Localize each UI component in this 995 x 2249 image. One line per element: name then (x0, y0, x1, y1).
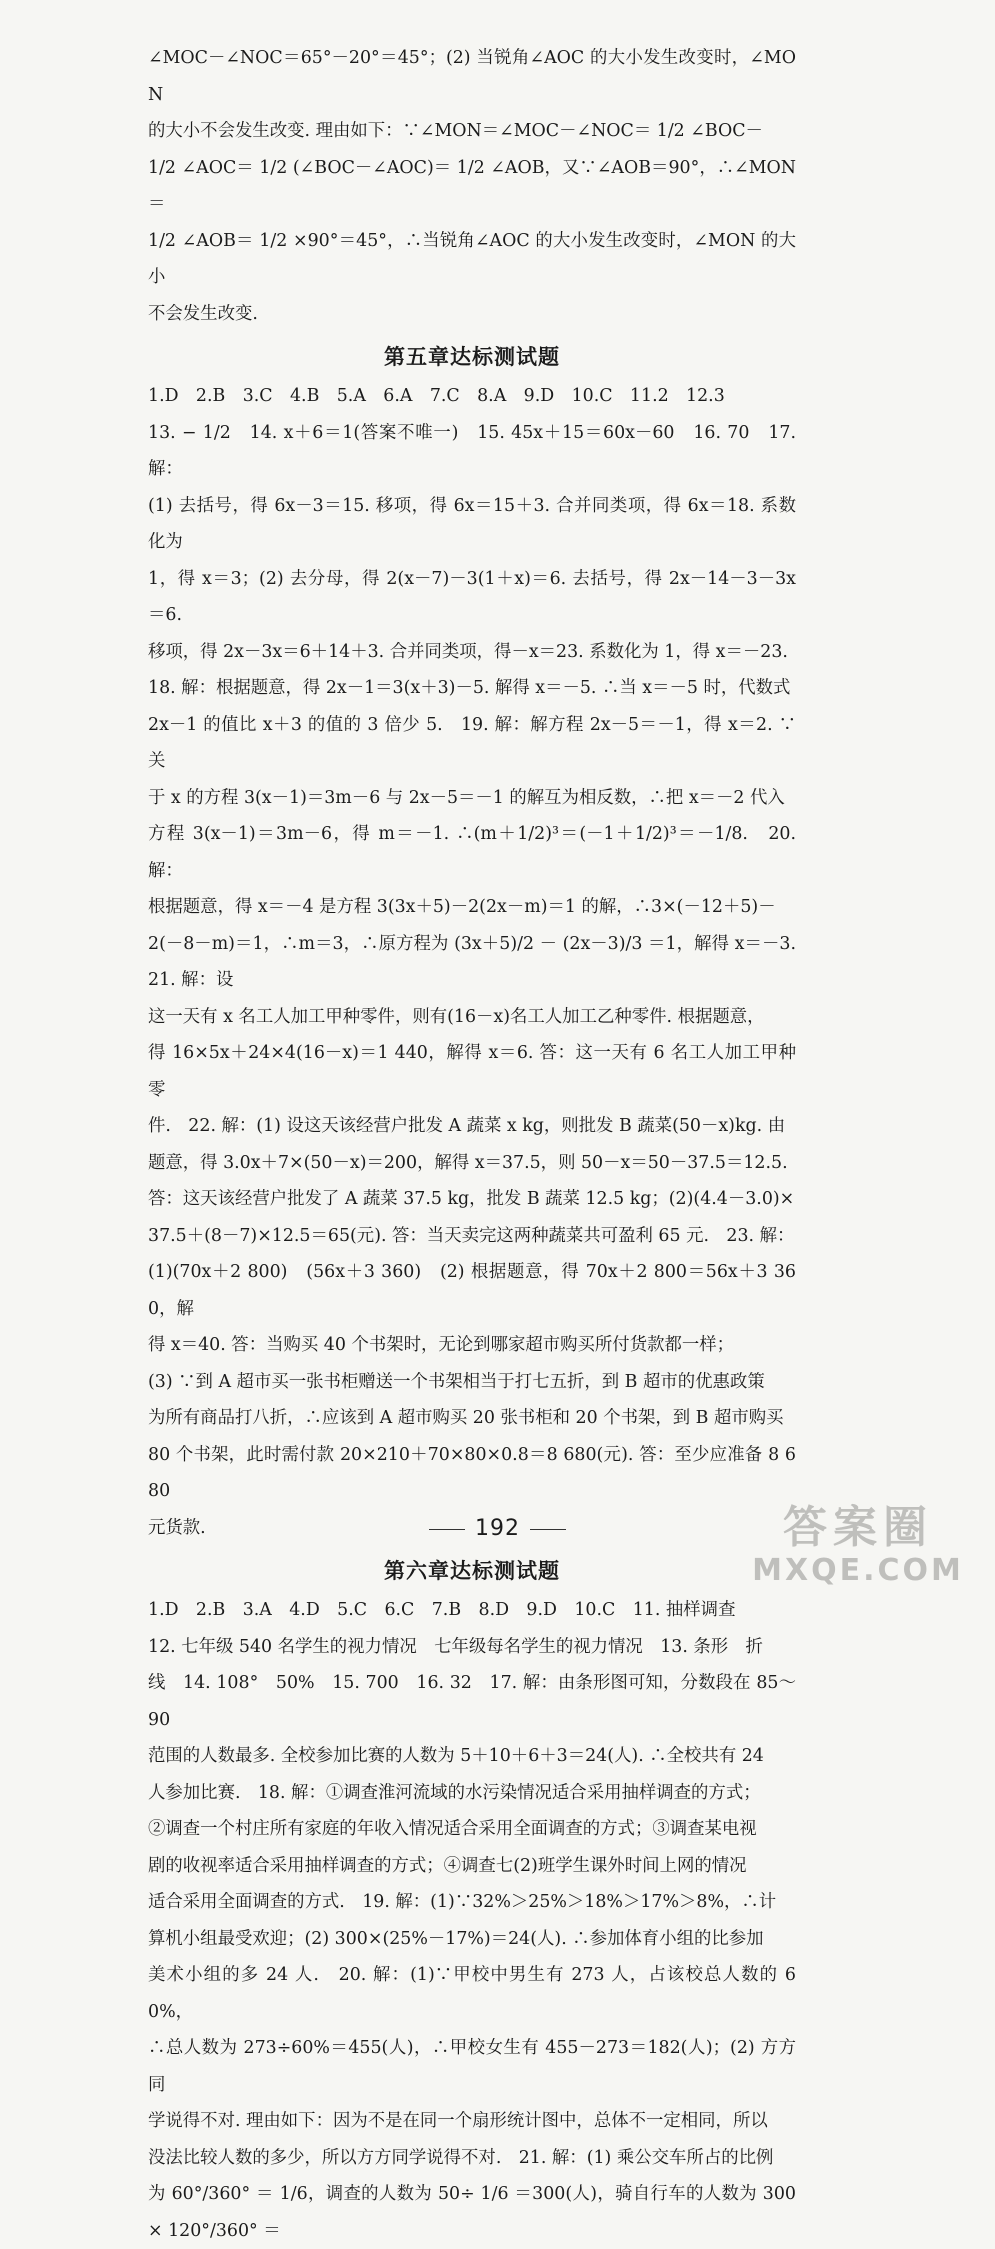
text-line: 的大小不会发生改变. 理由如下：∵∠MON＝∠MOC－∠NOC＝ 1/2 ∠BOC－ (148, 121, 763, 141)
text-line: 根据题意，得 x＝－4 是方程 3(3x＋5)－2(2x－m)＝1 的解，∴3×(－12＋5)－ (148, 897, 776, 917)
text-line: 1/2 ∠AOB＝ 1/2 ×90°＝45°，∴当锐角∠AOC 的大小发生改变时，∠MON 的大小 (148, 230, 796, 287)
text-line: 元货款. (148, 1517, 206, 1538)
previous-section-tail (148, 40, 796, 332)
text-line: 12. 七年级 540 名学生的视力情况 七年级每名学生的视力情况 13. 条形 折 (148, 1636, 763, 1657)
text-line: 80 个书架，此时需付款 20×210＋70×80×0.8＝8 680(元). 答：至少应准备 8 680 (148, 1444, 796, 1501)
watermark-logo-text: 答案圈 (783, 1502, 933, 1553)
text-line: 方程 3(x－1)＝3m－6，得 m＝－1. ∴(m＋1/2)³＝(－1＋1/2)³＝－1/8. 20. 解： (148, 824, 796, 881)
text-line: 1.D 2.B 3.A 4.D 5.C 6.C 7.B 8.D 9.D 10.C 11. 抽样调查 (148, 1600, 736, 1620)
text-line: 题意，得 3.0x＋7×(50－x)＝200，解得 x＝37.5，则 50－x＝50－37.5＝12.5. (148, 1152, 788, 1173)
text-line: 剧的收视率适合采用抽样调查的方式；④调查七(2)班学生课外时间上网的情况 (148, 1855, 747, 1876)
chapter-5-title: 第五章达标测试题 (384, 345, 560, 369)
text-line: 答：这天该经营户批发了 A 蔬菜 37.5 kg，批发 B 蔬菜 12.5 kg；(2)(4.4－3.0)× (148, 1189, 795, 1209)
text-line: 件. 22. 解：(1) 设这天该经营户批发 A 蔬菜 x kg，则批发 B 蔬菜(50－x)kg. 由 (148, 1116, 786, 1136)
text-line: 18. 解：根据题意，得 2x－1＝3(x＋3)－5. 解得 x＝－5. ∴当 x＝－5 时，代数式 (148, 678, 791, 698)
text-line: ∴总人数为 273÷60%＝455(人)，∴甲校女生有 455－273＝182(人)；(2) 方方同 (148, 2038, 796, 2095)
chapter-6-answers (148, 1592, 796, 2249)
watermark-url: MXQE.COM (752, 1553, 964, 1588)
text-line: 为 60°/360° ＝ 1/6，调查的人数为 50÷ 1/6 ＝300(人)，骑自行车的人数为 300× 120°/360° ＝ (148, 2184, 796, 2241)
text-line: 美术小组的多 24 人. 20. 解：(1)∵甲校中男生有 273 人，占该校总人数的 60%， (148, 1965, 796, 2022)
answer-page (148, 40, 814, 2249)
text-line: (1) 去括号，得 6x－3＝15. 移项，得 6x＝15＋3. 合并同类项，得 6x＝18. 系数化为 (148, 495, 796, 552)
text-line: (1)(70x＋2 800) (56x＋3 360) (2) 根据题意，得 70x＋2 800＝56x＋3 360，解 (148, 1262, 796, 1319)
text-line: 没法比较人数的多少，所以方方同学说得不对. 21. 解：(1) 乘公交车所占的比例 (148, 2147, 774, 2168)
chapter-5-answers (148, 378, 814, 1546)
text-line: 这一天有 x 名工人加工甲种零件，则有(16－x)名工人加工乙种零件. 根据题意， (148, 1006, 765, 1027)
text-line: 1，得 x＝3；(2) 去分母，得 2(x－7)－3(1＋x)＝6. 去括号，得 2x－14－3－3x＝6. (148, 568, 796, 625)
text-line: (3) ∵到 A 超市买一张书柜赠送一个书架相当于打七五折，到 B 超市的优惠政策 (148, 1371, 765, 1392)
text-line: 算机小组最受欢迎；(2) 300×(25%－17%)＝24(人). ∴参加体育小组的比参加 (148, 1928, 764, 1949)
text-line: 学说得不对. 理由如下：因为不是在同一个扇形统计图中，总体不一定相同，所以 (148, 2111, 768, 2131)
page-number: 192 (475, 1516, 520, 1541)
text-line: ②调查一个村庄所有家庭的年收入情况适合采用全面调查的方式；③调查某电视 (148, 1819, 757, 1839)
text-line: 得 16×5x＋24×4(16－x)＝1 440，解得 x＝6. 答：这一天有 6 名工人加工甲种零 (148, 1043, 796, 1100)
text-line: 1/2 ∠AOC＝ 1/2 (∠BOC－∠AOC)＝ 1/2 ∠AOB，又∵∠AOB＝90°，∴∠MON＝ (148, 157, 796, 214)
text-line: 线 14. 108° 50% 15. 700 16. 32 17. 解：由条形图可知，分数段在 85～90 (148, 1673, 796, 1730)
text-line: 13. − 1/2 14. x＋6＝1(答案不唯一) 15. 45x＋15＝60x－60 16. 70 17. 解： (148, 422, 796, 479)
site-watermark (733, 1502, 983, 1594)
text-line: 得 x＝40. 答：当购买 40 个书架时，无论到哪家超市购买所付货款都一样； (148, 1335, 735, 1355)
text-line: ∠MOC－∠NOC＝65°－20°＝45°；(2) 当锐角∠AOC 的大小发生改变时，∠MON (148, 48, 796, 105)
text-line: 人参加比赛. 18. 解：①调查淮河流域的水污染情况适合采用抽样调查的方式； (148, 1782, 761, 1803)
text-line: 不会发生改变. (148, 303, 258, 324)
text-line: 于 x 的方程 3(x－1)＝3m－6 与 2x－5＝－1 的解互为相反数，∴把 x＝－2 代入 (148, 787, 785, 808)
text-line: 37.5＋(8－7)×12.5＝65(元). 答：当天卖完这两种蔬菜共可盈利 65 元. 23. 解： (148, 1225, 795, 1246)
text-line: 适合采用全面调查的方式. 19. 解：(1)∵32%＞25%＞18%＞17%＞8%，∴计 (148, 1892, 777, 1912)
chapter-6-title: 第六章达标测试题 (384, 1559, 560, 1583)
text-line: 移项，得 2x－3x＝6＋14＋3. 合并同类项，得－x＝23. 系数化为 1，得 x＝－23. (148, 641, 788, 662)
text-line: 2x－1 的值比 x＋3 的值的 3 倍少 5. 19. 解：解方程 2x－5＝－1，得 x＝2. ∵关 (148, 714, 796, 771)
text-line: 范围的人数最多. 全校参加比赛的人数为 5＋10＋6＋3＝24(人). ∴全校共有 24 (148, 1746, 764, 1766)
text-line: 2(－8－m)＝1，∴m＝3，∴原方程为 (3x＋5)/2 － (2x－3)/3 ＝1，解得 x＝－3. 21. 解：设 (148, 933, 814, 990)
text-line: 1.D 2.B 3.C 4.B 5.A 6.A 7.C 8.A 9.D 10.C 11.2 12.3 (148, 386, 725, 406)
footer-dash-right (530, 1529, 566, 1530)
footer-dash-left (429, 1529, 465, 1530)
text-line: 为所有商品打八折，∴应该到 A 超市购买 20 张书柜和 20 个书架，到 B 超市购买 (148, 1408, 784, 1428)
